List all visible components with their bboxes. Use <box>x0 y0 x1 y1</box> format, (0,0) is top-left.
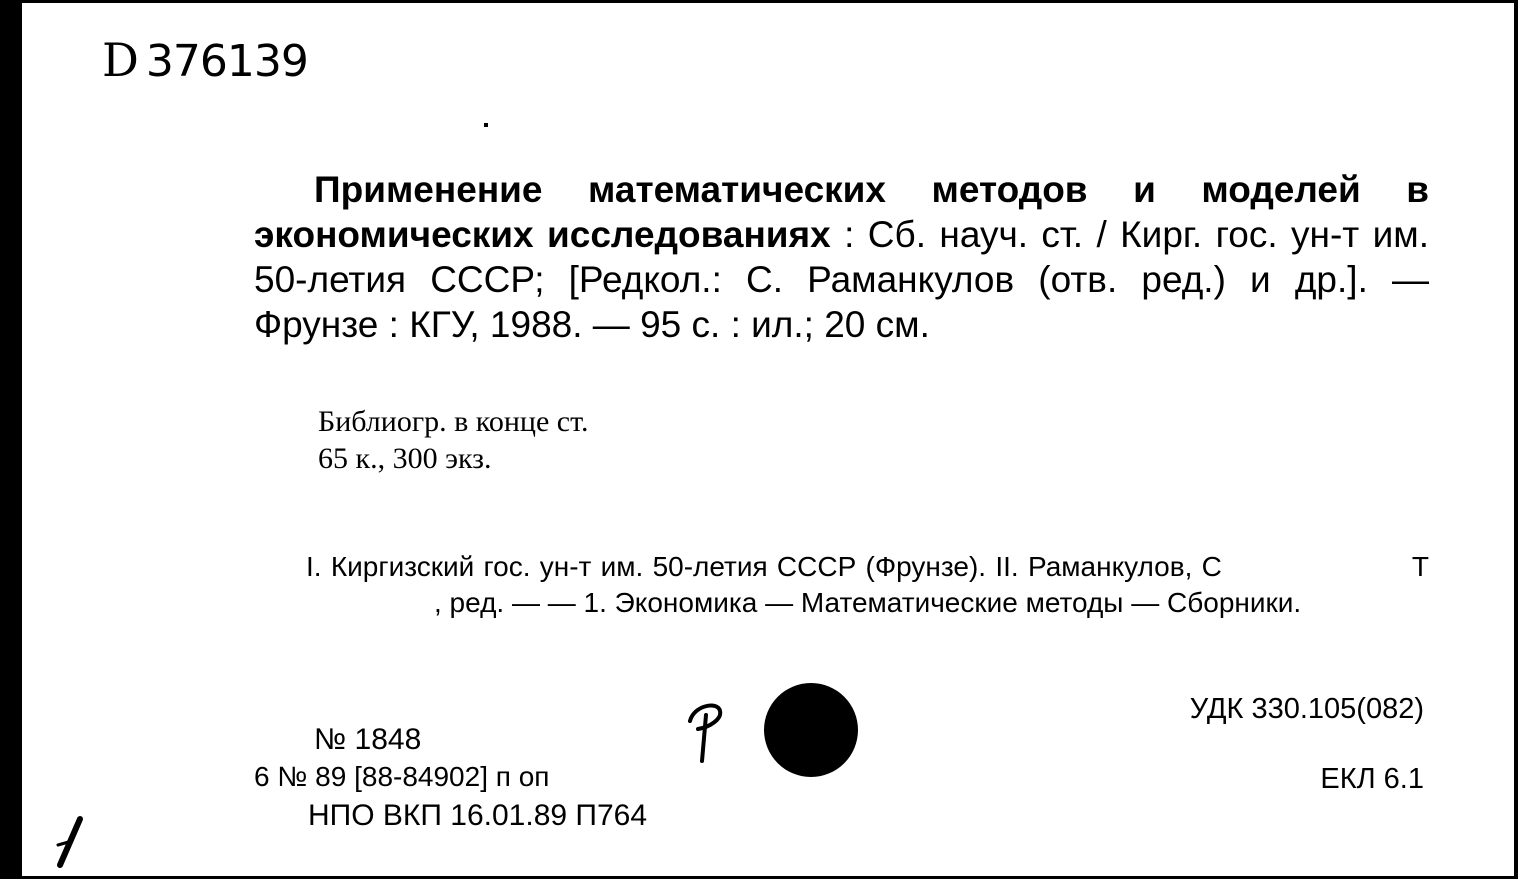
punch-hole <box>764 683 858 777</box>
udc-code: УДК 330.105(082) <box>1189 693 1424 725</box>
ekl-code: ЕКЛ 6.1 <box>1320 763 1424 795</box>
note-price-copies: 65 к., 300 экз. <box>318 442 492 475</box>
print-info: 6 № 89 [88-84902] п оп <box>254 761 550 792</box>
note-bibliography: Библиогр. в конце ст. <box>318 405 589 438</box>
ink-dot <box>484 123 488 127</box>
tracings <box>254 549 1429 621</box>
tracing-part3: , ред. — — 1. Экономика — Математические методы — Сборники. <box>434 587 1302 618</box>
handwritten-stroke-icon <box>50 815 86 869</box>
bibliographic-description <box>254 167 1429 347</box>
record-number: № 1848 <box>314 723 422 756</box>
tracing-part1: I. Киргизский гос. ун-т им. 50-летия СССР (Фрунзе). II. Раманкулов, С <box>306 551 1222 582</box>
handwritten-mark-icon <box>680 697 728 765</box>
shelf-mark-prefix: D <box>102 33 138 87</box>
shelf-mark-number: 376139 <box>145 36 308 87</box>
publication-details: : Сб. науч. ст. / Кирг. гос. ун-т им. 50-летия СССР; [Редкол.: С. Раманкулов (отв. ред.) и др.]. — Фрунзе : КГУ, 1988. — 95 с. : ил.; 20 см. <box>254 214 1430 345</box>
notes <box>318 403 588 477</box>
shelf-mark <box>102 33 308 87</box>
tracing-part2: Т <box>1411 551 1429 582</box>
book-title: Применение математических методов и моделей в экономических исследованиях <box>254 169 1429 255</box>
npo-info: НПО ВКП 16.01.89 П764 <box>308 799 648 832</box>
